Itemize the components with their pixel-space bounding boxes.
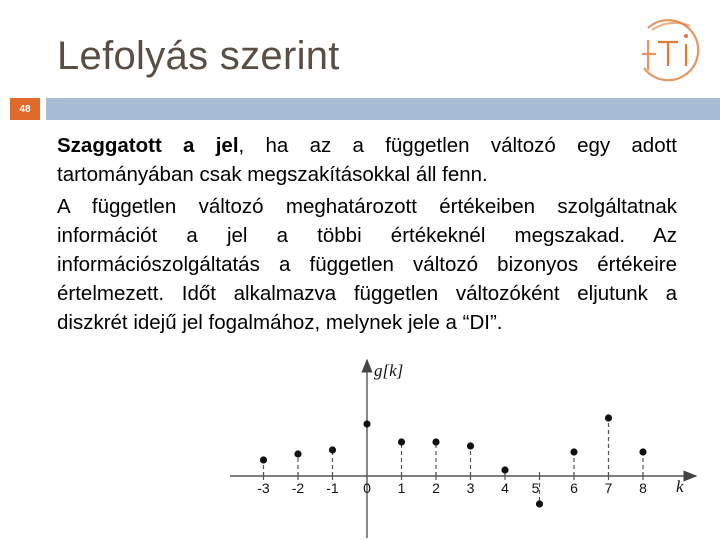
stem-point — [467, 442, 474, 449]
paragraph-1-rest: , ha az a független változó egy adott tartományában csak megszakításokkal áll fenn. — [57, 134, 677, 186]
x-tick-label: 5 — [531, 480, 540, 496]
x-tick-label: -1 — [326, 480, 339, 496]
term-bold: Szaggatott a jel — [57, 134, 239, 157]
x-tick-label: 8 — [639, 480, 647, 496]
title-divider-bar — [46, 98, 720, 120]
paragraph-1 — [57, 131, 677, 189]
x-tick-label: -2 — [291, 480, 305, 496]
stem-point — [294, 450, 301, 457]
page-number: 48 — [10, 98, 40, 120]
paragraph-2: A független változó meghatározott értékeiben szolgáltatnak információt a jel a többi értékeknél megszakad. Az információszolgáltatás a független változó bizonyos értékeire értelmezett. Időt alkalmazva független változóként eljutunk a diszkrét idejű jel fogalmához, melynek jele a “DI”. — [57, 195, 677, 334]
stem-plot — [220, 350, 710, 540]
hti-logo — [630, 10, 710, 90]
y-axis-label: g[k] — [374, 361, 404, 380]
x-tick-label: 6 — [570, 480, 578, 496]
x-tick-label: 2 — [432, 480, 440, 496]
slide-title: Lefolyás szerint — [57, 34, 340, 78]
stem-point — [260, 456, 267, 463]
stem-point — [329, 446, 336, 453]
x-tick-label: 4 — [501, 480, 509, 496]
x-tick-label: 3 — [466, 480, 475, 496]
stem-point — [536, 500, 543, 507]
stem-point — [605, 414, 612, 421]
x-tick-label: 1 — [397, 480, 406, 496]
x-tick-label: -3 — [257, 480, 270, 496]
stem-point — [501, 466, 508, 473]
slide-body — [57, 131, 677, 340]
stem-point — [398, 438, 405, 445]
x-tick-label: 0 — [363, 480, 371, 496]
x-axis-label: k — [676, 477, 684, 496]
stem-point — [570, 448, 577, 455]
stem-point — [432, 438, 439, 445]
x-tick-label: 7 — [604, 480, 613, 496]
stem-point — [639, 448, 646, 455]
stem-point — [363, 420, 370, 427]
